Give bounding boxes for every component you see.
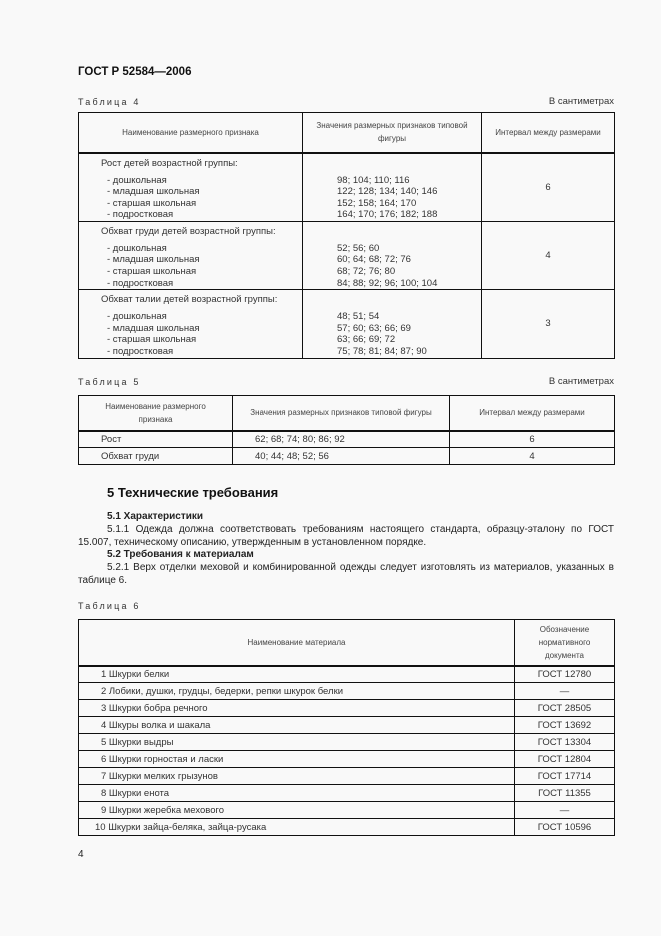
row-values: 98; 104; 110; 116 (337, 174, 410, 186)
material-name: 9 Шкурки жеребка мехового (79, 802, 515, 819)
table4-caption: Таблица 4 (78, 97, 141, 107)
row-values: 63; 66; 69; 72 (337, 334, 396, 346)
table-row (79, 666, 615, 683)
table4-group-height (79, 153, 615, 222)
page-number: 4 (78, 849, 84, 860)
material-doc: ГОСТ 17714 (515, 768, 615, 785)
row-label: - подростковая (107, 277, 174, 289)
row-name: Рост (79, 431, 233, 448)
material-doc: ГОСТ 28505 (515, 700, 615, 717)
material-doc: ГОСТ 13692 (515, 717, 615, 734)
table5-header-name: Наименование размерного признака (79, 396, 233, 431)
material-name: 6 Шкурки горностая и ласки (79, 751, 515, 768)
table-row (79, 768, 615, 785)
table6-header-doc: Обозначение нормативного документа (515, 620, 615, 666)
row-values: 152; 158; 164; 170 (337, 197, 417, 209)
material-name: 4 Шкуры волка и шакала (79, 717, 515, 734)
table4-header-name: Наименование размерного признака (79, 113, 303, 153)
material-name: 7 Шкурки мелких грызунов (79, 768, 515, 785)
table6-header-name: Наименование материала (79, 620, 515, 666)
row-label: - младшая школьная (107, 186, 200, 198)
material-doc: — (515, 683, 615, 700)
material-doc: ГОСТ 13304 (515, 734, 615, 751)
table4-header-interval: Интервал между размерами (482, 113, 615, 153)
row-values: 40; 44; 48; 52; 56 (233, 448, 450, 465)
table4-header-values: Значения размерных признаков типовой фигуры (303, 113, 482, 153)
subsection-heading-5-2: 5.2 Требования к материалам (107, 549, 254, 560)
row-values: 122; 128; 134; 140; 146 (337, 186, 438, 198)
row-values: 60; 64; 68; 72; 76 (337, 254, 411, 266)
row-values: 57; 60; 63; 66; 69 (337, 322, 411, 334)
table6 (78, 619, 615, 836)
table4-group-chest (79, 221, 615, 289)
table-row (79, 802, 615, 819)
table5-caption: Таблица 5 (78, 377, 141, 387)
material-doc: — (515, 802, 615, 819)
material-name: 1 Шкурки белки (79, 666, 515, 683)
row-label: - старшая школьная (107, 266, 197, 278)
group-title: Рост детей возрастной группы: (101, 157, 238, 169)
table-row (79, 431, 615, 448)
group-interval: 3 (482, 290, 615, 358)
group-interval: 4 (482, 221, 615, 289)
table4 (78, 112, 615, 359)
material-doc: ГОСТ 10596 (515, 819, 615, 836)
row-label: - младшая школьная (107, 254, 200, 266)
material-doc: ГОСТ 12780 (515, 666, 615, 683)
row-label: - дошкольная (107, 311, 167, 323)
material-name: 8 Шкурки енота (79, 785, 515, 802)
table-row (79, 785, 615, 802)
row-values: 84; 88; 92; 96; 100; 104 (337, 277, 438, 289)
table-row (79, 700, 615, 717)
material-name: 3 Шкурки бобра речного (79, 700, 515, 717)
row-values: 48; 51; 54 (337, 311, 380, 323)
row-label: - подростковая (107, 346, 174, 358)
table4-units: В сантиметрах (548, 96, 614, 107)
row-label: - дошкольная (107, 174, 167, 186)
row-values: 75; 78; 81; 84; 87; 90 (337, 346, 427, 358)
material-name: 10 Шкурки зайца-беляка, зайца-русака (79, 819, 515, 836)
table6-caption: Таблица 6 (78, 601, 141, 611)
material-name: 2 Лобики, душки, грудцы, бедерки, репки шкурок белки (79, 683, 515, 700)
table-row (79, 819, 615, 836)
paragraph-5-1-1: 5.1.1 Одежда должна соответствовать требованиям настоящего стандарта, образцу-эталону по ГОСТ 15.007, техническому описанию, утвержденным в установленном порядке. (78, 524, 614, 548)
group-interval: 6 (482, 153, 615, 222)
subsection-heading-5-1: 5.1 Характеристики (107, 511, 204, 522)
table5-header-values: Значения размерных признаков типовой фигуры (233, 396, 450, 431)
document-title: ГОСТ Р 52584—2006 (78, 66, 192, 78)
material-doc: ГОСТ 12804 (515, 751, 615, 768)
row-interval: 6 (450, 431, 615, 448)
table-row (79, 683, 615, 700)
group-title: Обхват груди детей возрастной группы: (101, 225, 276, 237)
paragraph-5-2-1: 5.2.1 Верх отделки меховой и комбинированной одежды следует изготовлять из материалов, указанных в таблице 6. (78, 562, 614, 586)
table5-units: В сантиметрах (548, 376, 614, 387)
row-name: Обхват груди (79, 448, 233, 465)
material-doc: ГОСТ 11355 (515, 785, 615, 802)
table-row (79, 448, 615, 465)
group-title: Обхват талии детей возрастной группы: (101, 294, 278, 306)
table-row (79, 751, 615, 768)
row-interval: 4 (450, 448, 615, 465)
table4-group-waist (79, 290, 615, 358)
table-row (79, 734, 615, 751)
row-values: 68; 72; 76; 80 (337, 266, 396, 278)
row-values: 62; 68; 74; 80; 86; 92 (233, 431, 450, 448)
section-heading: 5 Технические требования (107, 485, 279, 500)
row-label: - младшая школьная (107, 322, 200, 334)
row-values: 164; 170; 176; 182; 188 (337, 209, 438, 221)
material-name: 5 Шкурки выдры (79, 734, 515, 751)
table5 (78, 395, 615, 465)
table5-header-interval: Интервал между размерами (450, 396, 615, 431)
row-values: 52; 56; 60 (337, 242, 380, 254)
row-label: - подростковая (107, 209, 174, 221)
table-row (79, 717, 615, 734)
row-label: - старшая школьная (107, 334, 197, 346)
row-label: - дошкольная (107, 242, 167, 254)
row-label: - старшая школьная (107, 197, 197, 209)
